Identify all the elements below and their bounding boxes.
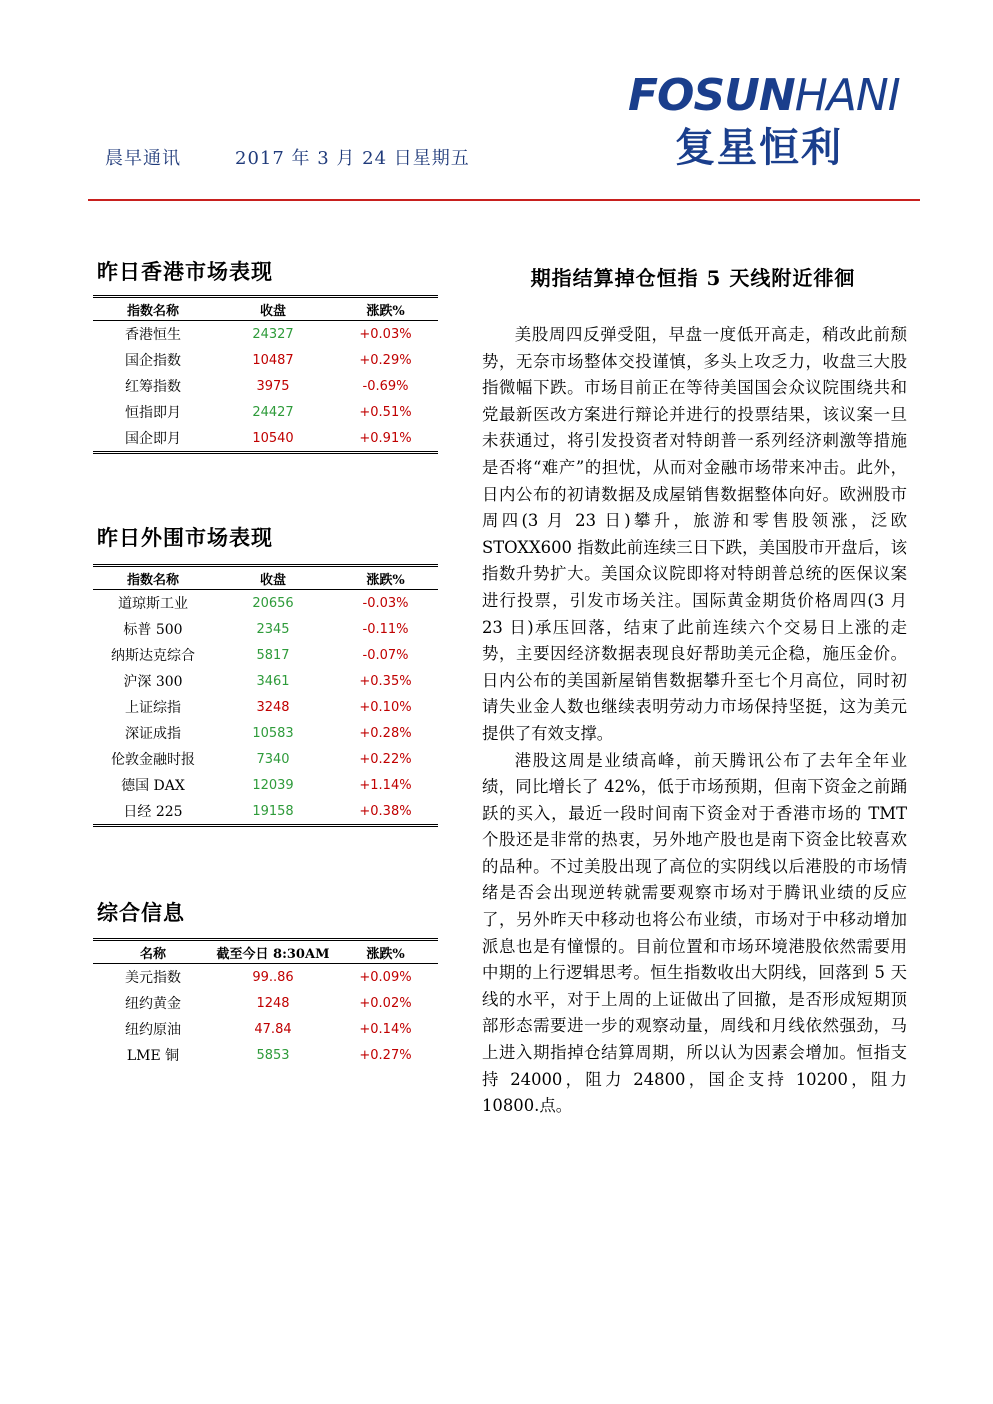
global-market-table [93,564,438,827]
cell-name: 沪深 300 [123,674,183,690]
cell-name: 深证成指 [125,726,181,742]
general-info-table [93,938,438,1068]
cell-close: 1248 [256,995,290,1011]
table-row [93,1042,438,1068]
article-body [482,322,907,1120]
cell-change: +0.91% [333,425,438,453]
cell-name: 上证综指 [125,700,181,716]
table-row [93,590,438,617]
cell-name: 国企即月 [93,425,213,453]
cell-change: -0.11% [362,621,409,637]
cell-change: -0.03% [362,595,409,611]
col-header-change: 涨跌% [333,940,438,964]
cell-close: 24427 [252,404,294,420]
cell-change: +0.51% [359,404,412,420]
table-row [93,694,438,720]
cell-change: +1.14% [359,777,412,793]
cell-name: 纽约原油 [125,1022,181,1038]
table-row [93,720,438,746]
cell-change: +0.02% [359,995,412,1011]
cell-name: 日经 225 [93,798,213,826]
col-header-name: 名称 [93,940,213,964]
table-row [93,990,438,1016]
col-header-close: 截至今日 8:30AM [213,940,333,964]
table-row [93,399,438,425]
header-divider [88,199,920,201]
cell-change: +0.28% [359,725,412,741]
cell-close: 3975 [256,378,290,394]
cell-name: 恒指即月 [125,405,181,421]
cell-close: 10487 [252,352,294,368]
cell-name: 标普 500 [123,622,183,638]
cell-close: 10540 [213,425,333,453]
table-row [93,425,438,453]
cell-name: 道琼斯工业 [118,596,188,612]
table-row [93,746,438,772]
cell-change: -0.07% [362,647,409,663]
global-market-title: 昨日外围市场表现 [97,525,273,550]
col-header-change: 涨跌% [333,297,438,321]
table-row [93,964,438,991]
table-row [93,373,438,399]
cell-close: 99..86 [252,969,294,985]
col-header-name: 指数名称 [93,566,213,590]
cell-name: 伦敦金融时报 [111,752,195,768]
cell-change: +0.09% [359,969,412,985]
table-row [93,772,438,798]
brand-logo-cn: 复星恒利 [675,125,843,171]
table-row [93,798,438,826]
cell-change: -0.69% [362,378,409,394]
article-paragraph: 港股这周是业绩高峰，前天腾讯公布了去年全年业绩，同比增长了 42%，低于市场预期，但南下资金之前踊跃的买入，最近一段时间南下资金对于香港市场的 TMT 个股还是非常的热衷，另外地产股也是南下资金比较喜欢的品种。不过美股出现了高位的实阴线以后港股的市场情绪是否会出现逆转就需要观察市场对于腾讯业绩的反应了，另外昨天中移动也将公布业绩，市场对于中移动增加派息也是有憧憬的。目前位置和市场环境港股依然需要用中期的上行逻辑思考。恒生指数收出大阴线，回落到 5 天线的水平，对于上周的上证做出了回撤，是否形成短期顶部形态需要进一步的观察动量，周线和月线依然强劲，马上进入期指掉仓结算周期，所以认为因素会增加。恒指支持 24000，阻力 24800，国企支持 10200，阻力 10800.点。 [482,750,907,1116]
cell-close: 12039 [252,777,294,793]
cell-change: +0.14% [359,1021,412,1037]
brand-logo-en: FOSUNHANI [628,70,900,121]
col-header-close: 收盘 [213,297,333,321]
cell-close: 10583 [252,725,294,741]
col-header-name: 指数名称 [93,297,213,321]
cell-change: +0.03% [359,326,412,342]
cell-name: 纳斯达克综合 [111,648,195,664]
cell-change: +0.35% [359,673,412,689]
cell-name: 纽约黄金 [125,996,181,1012]
table-row [93,347,438,373]
col-header-change: 涨跌% [333,566,438,590]
newsletter-label: 晨早通讯 [105,148,181,169]
cell-close: 47.84 [254,1021,292,1037]
cell-close: 20656 [252,595,294,611]
article-paragraph: 美股周四反弹受阻，早盘一度低开高走，稍改此前颓势，无奈市场整体交投谨慎，多头上攻乏力，收盘三大股指微幅下跌。市场目前正在等待美国国会众议院围绕共和党最新医改方案进行辩论并进行的投票结果，该议案一旦未获通过，将引发投资者对特朗普一系列经济刺激等措施是否将“难产”的担忧，从而对金融市场带来冲击。此外，日内公布的初请数据及成屋销售数据整体向好。欧洲股市周四(3 月 23 日)攀升，旅游和零售股领涨，泛欧 STOXX600 指数此前连续三日下跌，美国股市开盘后，该指数升势扩大。美国众议院即将对特朗普总统的医保议案进行投票，引发市场关注。国际黄金期货价格周四(3 月 23 日)承压回落，结束了此前连续六个交易日上涨的走势，主要因经济数据表现良好帮助美元企稳，施压金价。日内公布的美国新屋销售数据攀升至七个月高位，同时初请失业金人数也继续表明劳动力市场保持坚挺，这为美元提供了有效支撑。 [482,325,907,743]
cell-change: +0.22% [359,751,412,767]
table-row [93,321,438,348]
cell-close: 19158 [213,798,333,826]
table-row [93,1016,438,1042]
cell-close: 5853 [256,1047,290,1063]
cell-name: 美元指数 [125,970,181,986]
cell-close: 2345 [256,621,290,637]
cell-close: 5817 [256,647,290,663]
cell-close: 3248 [256,699,290,715]
general-info-title: 综合信息 [97,900,185,925]
table-row [93,642,438,668]
cell-name: 国企指数 [125,353,181,369]
cell-change: +0.10% [359,699,412,715]
cell-change: +0.38% [333,798,438,826]
cell-name: 德国 DAX [121,778,185,794]
cell-close: 3461 [256,673,290,689]
cell-name: LME 铜 [126,1048,180,1064]
hk-market-title: 昨日香港市场表现 [97,259,273,284]
table-row [93,616,438,642]
cell-change: +0.29% [359,352,412,368]
article-title: 期指结算掉仓恒指 5 天线附近徘徊 [530,266,856,290]
cell-name: 香港恒生 [125,327,181,343]
cell-change: +0.27% [359,1047,412,1063]
cell-close: 7340 [256,751,290,767]
issue-date: 2017 年 3 月 24 日星期五 [235,148,470,169]
hk-market-table [93,295,438,454]
table-row [93,668,438,694]
cell-name: 红筹指数 [125,379,181,395]
col-header-close: 收盘 [213,566,333,590]
cell-close: 24327 [252,326,294,342]
